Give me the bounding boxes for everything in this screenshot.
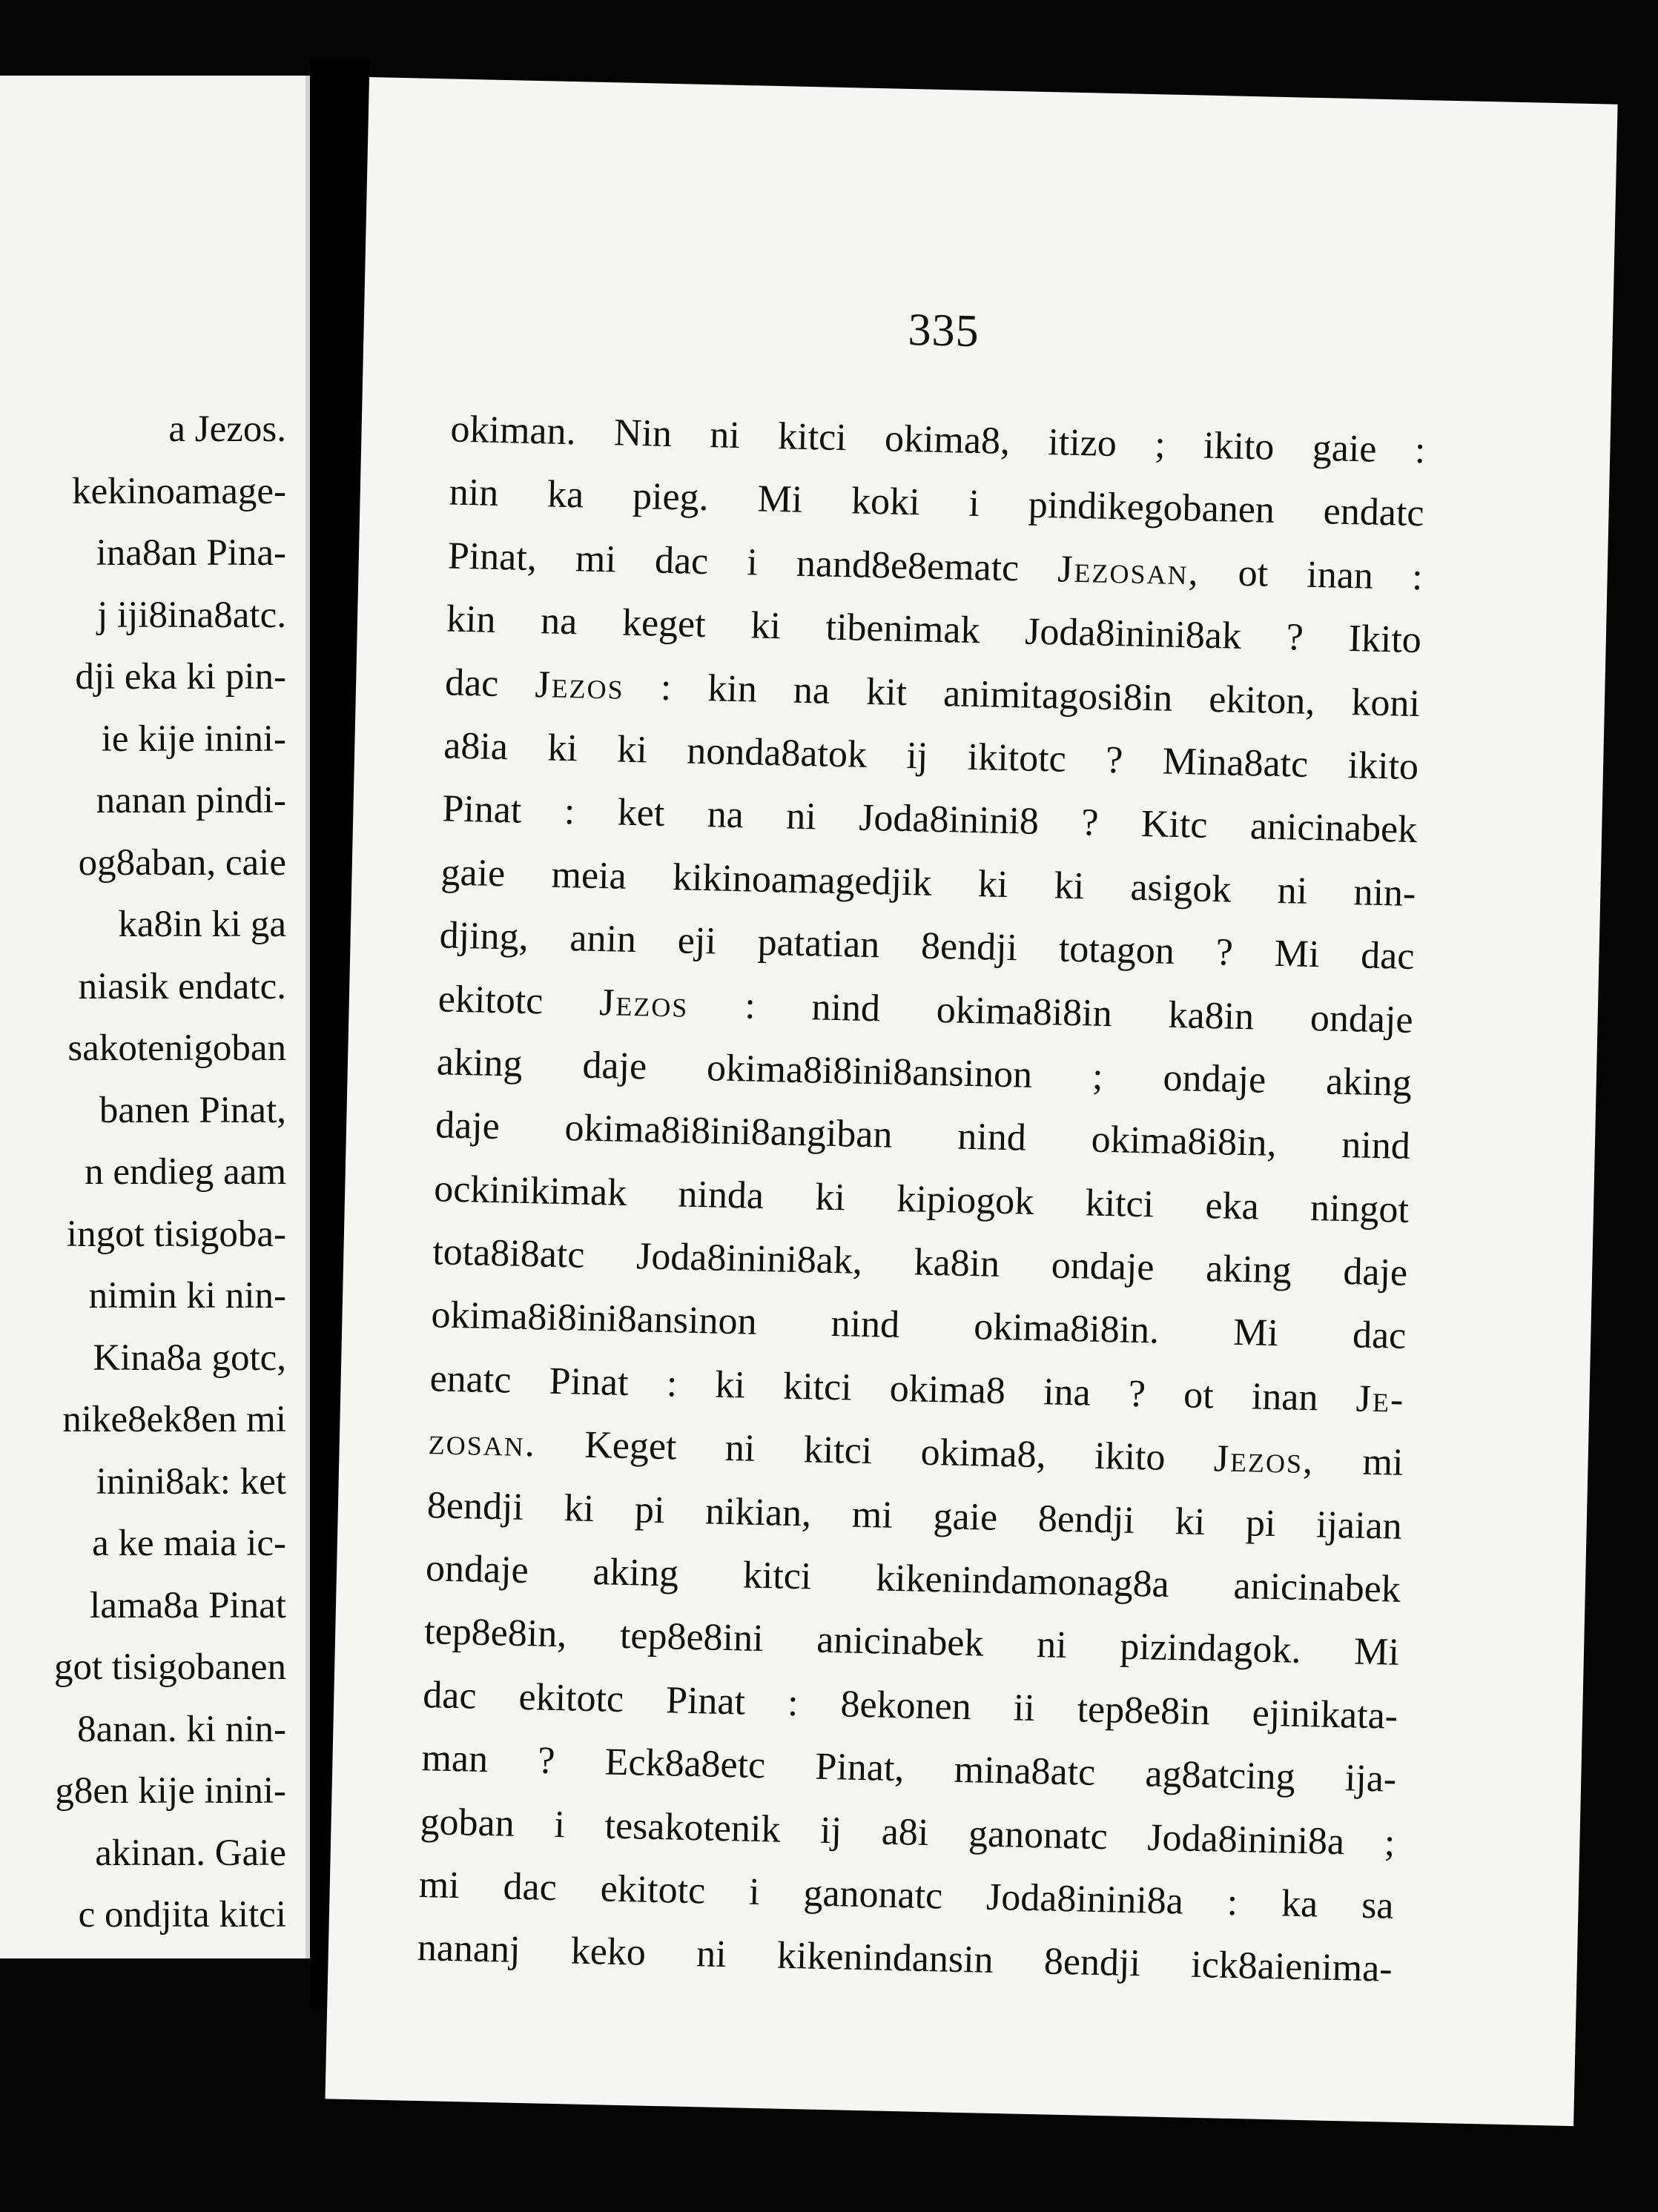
word: ni — [696, 1933, 727, 1976]
word: ki — [814, 1176, 846, 1219]
word: : — [1411, 555, 1424, 598]
word: ninda — [678, 1173, 764, 1217]
word: Joda8inini8ak, — [635, 1235, 863, 1282]
word: goban — [420, 1800, 515, 1845]
word: daje — [1342, 1251, 1408, 1294]
word: dac — [422, 1673, 478, 1718]
word: ondaje — [1162, 1056, 1266, 1102]
word: dac — [1352, 1314, 1407, 1358]
word: pizindagok. — [1119, 1626, 1302, 1672]
word: : — [1226, 1881, 1238, 1924]
word: kitci — [782, 1365, 853, 1409]
word: 8ekonen — [839, 1683, 972, 1729]
word: daje — [435, 1104, 501, 1148]
word: : — [666, 1362, 678, 1405]
word: okima8, — [920, 1431, 1047, 1477]
left-line: a ke maia ic- — [92, 1523, 286, 1564]
left-line: dji eka ki pin- — [75, 656, 286, 698]
word: pieg. — [632, 475, 710, 520]
word: okima8i8in — [936, 988, 1113, 1035]
word: ekitotc — [518, 1675, 624, 1721]
word: ondaje — [1309, 996, 1414, 1042]
word: ki — [546, 726, 578, 770]
word: i — [746, 541, 759, 584]
word: : — [1414, 428, 1426, 472]
word: pi — [634, 1488, 666, 1531]
word: Mina8atc — [1162, 740, 1309, 786]
word: tep8e8ini — [619, 1615, 764, 1660]
word: eji — [677, 919, 717, 963]
left-line: nimin ki nin- — [88, 1275, 286, 1317]
word: aking — [592, 1551, 679, 1595]
word: ikitotc — [967, 735, 1067, 781]
word: tibenimak — [825, 606, 981, 652]
word: Mi — [1274, 933, 1320, 976]
word: Joda8inini8a — [1146, 1816, 1345, 1863]
word: sa — [1361, 1884, 1395, 1927]
left-line: sakotenigoban — [67, 1027, 286, 1069]
left-line: banen Pinat, — [99, 1089, 286, 1131]
word: ki — [1175, 1500, 1206, 1543]
word: ni — [724, 1427, 756, 1471]
left-line: kekinoamage- — [72, 470, 286, 512]
left-line: 8anan. ki nin- — [77, 1708, 286, 1750]
left-line: g8en kije inini- — [55, 1770, 286, 1812]
word: ockinikimak — [433, 1167, 627, 1214]
page-number: 335 — [907, 304, 980, 357]
word: ijaian — [1315, 1503, 1403, 1548]
word: dac — [1360, 934, 1416, 978]
word: nand8e8ematc — [796, 542, 1020, 590]
word: anin — [569, 917, 637, 961]
word: kikinoamagedjik — [672, 855, 933, 904]
word: dac — [503, 1865, 558, 1910]
word: tep8e8in — [1077, 1688, 1211, 1734]
word: Jezos — [598, 981, 690, 1026]
word: anicinabek — [816, 1619, 985, 1665]
word: ij — [905, 734, 928, 778]
word: okima8i8in, — [1091, 1118, 1278, 1165]
word: nind — [957, 1115, 1027, 1159]
word: mina8atc — [954, 1748, 1096, 1795]
word: aking — [1205, 1248, 1292, 1292]
word: 8endji — [920, 924, 1018, 970]
word: pindikegobanen — [1028, 483, 1275, 532]
word: ? — [1128, 1372, 1146, 1416]
word: kipiogok — [896, 1177, 1034, 1223]
word: ki — [977, 862, 1008, 906]
word: kikenindansin — [776, 1934, 994, 1982]
word: Jezos, — [1213, 1437, 1315, 1483]
left-line: akinan. Gaie — [95, 1832, 286, 1874]
word: Pinat, — [814, 1745, 905, 1790]
word: Jezos — [534, 663, 625, 708]
right-page-text — [417, 398, 1426, 2001]
word: ka8in — [914, 1241, 1000, 1285]
word: Kitc — [1140, 803, 1209, 847]
word: ? — [1080, 801, 1100, 845]
word: mi — [418, 1864, 460, 1907]
word: : — [744, 984, 756, 1027]
word: ki — [564, 1486, 595, 1530]
word: ag8atcing — [1144, 1752, 1296, 1798]
word: nananj — [417, 1927, 521, 1972]
word: tesakotenik — [604, 1804, 782, 1851]
word: keget — [621, 601, 707, 646]
word: ni — [709, 414, 741, 457]
word: ningot — [1309, 1186, 1410, 1231]
word: nind — [1341, 1124, 1411, 1168]
left-line: nike8ek8en mi — [62, 1399, 286, 1440]
word: ki — [1054, 864, 1085, 908]
word: : — [660, 666, 672, 709]
word: okima8 — [889, 1367, 1006, 1412]
word: na — [540, 600, 578, 643]
word: asigok — [1129, 866, 1232, 911]
word: enatc — [429, 1357, 512, 1402]
word: Mi — [756, 477, 803, 522]
word: djing, — [439, 914, 529, 959]
left-line: ingot tisigoba- — [66, 1213, 286, 1255]
word: nin — [449, 471, 499, 515]
word: ka — [546, 473, 584, 517]
word: mi — [1361, 1440, 1404, 1485]
word: pi — [1245, 1501, 1277, 1545]
word: aking — [1325, 1060, 1413, 1105]
left-line: a Jezos. — [168, 408, 286, 450]
word: koni — [1350, 681, 1421, 725]
right-page — [325, 77, 1617, 2126]
word: okima8, — [884, 417, 1011, 463]
word: daje — [581, 1044, 647, 1088]
word: okima8i8in. — [973, 1305, 1160, 1353]
word: ? — [1105, 738, 1123, 782]
word: ; — [1154, 423, 1166, 466]
word: ikito — [1203, 424, 1275, 468]
word: Joda8inini8ak — [1024, 610, 1242, 658]
word: ekiton, — [1208, 678, 1315, 723]
word: ? — [1286, 616, 1304, 659]
word: ondaje — [1051, 1244, 1155, 1289]
word: ejinikata- — [1252, 1692, 1398, 1738]
left-page-text — [54, 399, 286, 1947]
word: Pinat — [549, 1360, 630, 1404]
word: i — [553, 1803, 566, 1846]
word: kitci — [742, 1554, 812, 1598]
word: ondaje — [425, 1547, 529, 1592]
word: ; — [1091, 1055, 1104, 1098]
word: Ikito — [1347, 617, 1422, 662]
word: 8endji — [426, 1483, 524, 1529]
word: Je- — [1355, 1377, 1405, 1421]
word: ekitotc — [437, 977, 544, 1022]
left-line: niasik endatc. — [78, 965, 286, 1007]
word: a8ia — [443, 724, 509, 769]
word: ganonatc — [968, 1812, 1109, 1858]
left-line: og8aban, caie — [78, 841, 286, 884]
word: tota8i8atc — [432, 1231, 586, 1276]
word: 8endji — [1043, 1940, 1141, 1985]
left-line: ie kije inini- — [101, 718, 286, 760]
word: na — [793, 669, 830, 712]
left-line: Kina8a gotc, — [93, 1337, 286, 1379]
word: Pinat — [441, 787, 522, 832]
word: ket — [617, 791, 665, 835]
word: dac — [654, 539, 709, 583]
word: koki — [851, 480, 921, 524]
word: Joda8inini8a — [985, 1875, 1184, 1923]
word: kikenindamonag8a — [875, 1557, 1170, 1606]
word: i — [968, 483, 980, 526]
word: dac — [444, 660, 499, 705]
word: ick8aienima- — [1190, 1944, 1393, 1991]
word: aking — [436, 1041, 524, 1085]
word: zosan. — [428, 1420, 537, 1466]
word: kitci — [1085, 1182, 1155, 1226]
word: mi — [575, 537, 617, 581]
word: kin — [707, 666, 758, 711]
word: ganonatc — [802, 1872, 943, 1918]
word: eka — [1204, 1184, 1260, 1228]
word: Mi — [1353, 1630, 1400, 1675]
word: Pinat, — [447, 534, 538, 579]
word: kitci — [777, 415, 848, 460]
word: i — [748, 1870, 761, 1914]
word: ii — [1013, 1686, 1036, 1729]
word: a8i — [881, 1810, 929, 1854]
word: gaie — [1312, 426, 1378, 471]
left-line: ina8an Pina- — [96, 532, 286, 574]
word: ni — [1277, 869, 1308, 913]
word: nind — [811, 985, 881, 1030]
left-line: lama8a Pinat — [90, 1584, 286, 1626]
word: gaie — [440, 851, 506, 895]
word: inan — [1306, 553, 1374, 597]
left-line: ka8in ki ga — [118, 904, 286, 945]
word: keko — [570, 1930, 647, 1975]
left-line: got tisigobanen — [53, 1646, 286, 1688]
word: ka — [1281, 1882, 1318, 1926]
word: ija- — [1344, 1757, 1397, 1801]
word: Joda8inini8 — [858, 796, 1040, 844]
word: animitagosi8in — [942, 672, 1173, 720]
word: itizo — [1047, 421, 1117, 466]
word: ij — [819, 1809, 842, 1852]
word: nind — [830, 1302, 900, 1347]
word: nonda8atok — [686, 729, 868, 776]
word: ka8in — [1167, 993, 1255, 1038]
left-line: n endieg aam — [85, 1151, 286, 1193]
word: okiman. — [450, 408, 577, 454]
word: kitci — [803, 1428, 873, 1473]
word: tep8e8in, — [423, 1610, 567, 1656]
word: 8endji — [1037, 1497, 1135, 1542]
word: ina — [1043, 1371, 1091, 1414]
word: okima8i8ini8ansinon — [706, 1047, 1033, 1096]
word: anicinabek — [1249, 805, 1418, 852]
word: Mi — [1232, 1311, 1279, 1355]
word: inan — [1251, 1375, 1319, 1420]
word: ; — [1384, 1821, 1396, 1864]
word: : — [564, 790, 575, 833]
word: kit — [865, 670, 908, 714]
word: meia — [550, 853, 627, 898]
word: Eck8a8etc — [604, 1741, 766, 1787]
word: nikian, — [704, 1489, 812, 1535]
word: ot — [1238, 552, 1269, 595]
word: ikito — [1347, 744, 1419, 789]
word: Jezosan, — [1057, 548, 1200, 594]
left-line: nanan pindi- — [96, 780, 286, 821]
word: ki — [750, 604, 782, 648]
word: na — [707, 793, 744, 837]
word: man — [420, 1737, 489, 1781]
word: ni — [1036, 1623, 1068, 1667]
word: ot — [1183, 1374, 1215, 1417]
left-page — [0, 76, 310, 1958]
left-line: inini8ak: ket — [96, 1460, 286, 1503]
word: Keget — [584, 1424, 678, 1468]
word: Nin — [613, 411, 673, 456]
word: ? — [1215, 931, 1234, 974]
word: endatc — [1323, 490, 1425, 535]
word: okima8i8ini8ansinon — [430, 1294, 758, 1344]
word: anicinabek — [1232, 1564, 1401, 1611]
word: ki — [714, 1363, 746, 1407]
word: totagon — [1058, 927, 1175, 973]
word: : — [787, 1681, 799, 1724]
word: ikito — [1094, 1435, 1166, 1480]
word: ? — [537, 1739, 556, 1783]
word: ki — [616, 728, 648, 772]
word: okima8i8ini8angiban — [564, 1107, 894, 1157]
word: ni — [785, 795, 817, 838]
word: ekitotc — [600, 1867, 706, 1913]
left-line: j iji8ina8atc. — [97, 594, 286, 636]
word: gaie — [932, 1494, 998, 1539]
word: Pinat — [665, 1679, 746, 1723]
word: mi — [851, 1493, 894, 1537]
left-line: c ondjita kitci — [78, 1894, 286, 1936]
word: patatian — [757, 921, 880, 967]
word: kin — [446, 597, 497, 642]
word: nin- — [1353, 870, 1416, 915]
